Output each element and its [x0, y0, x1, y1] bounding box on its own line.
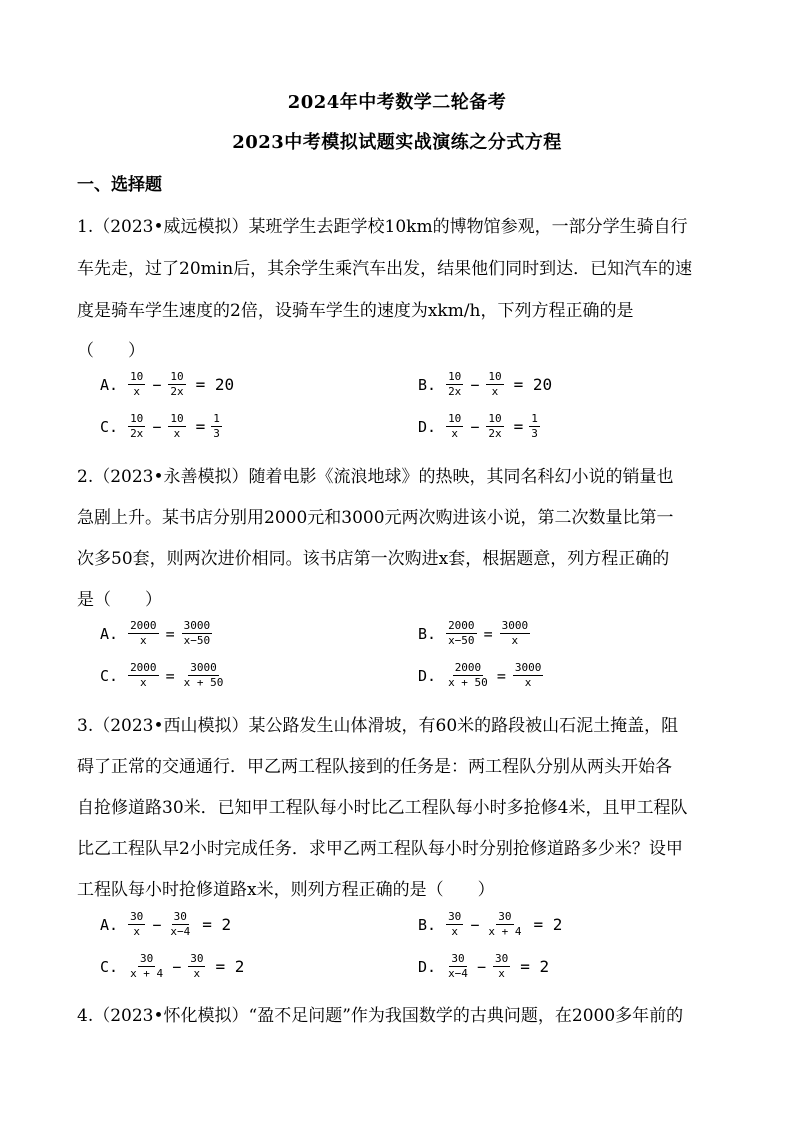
operator: − [470, 915, 480, 934]
q3-option-c[interactable] [100, 953, 244, 980]
operator: − [172, 957, 182, 976]
option-label: C. [100, 417, 119, 436]
fraction: $\frac{30}{x}$ [130, 910, 144, 939]
q2-option-c[interactable] [100, 662, 225, 689]
fraction: $\frac{10}{x}$ [448, 412, 462, 441]
q3-line-3: 自抢修道路30米．已知甲工程队每小时比乙工程队每小时多抢修4米，且甲工程队 [77, 798, 688, 818]
fraction: $\frac{10}{2x}$ [488, 412, 502, 441]
equation-rhs: = 2 [202, 915, 232, 935]
equation-rhs: = 2 [215, 957, 245, 977]
q2-line-3: 次多50套，则两次进价相同。该书店第一次购进x套，根据题意，列方程正确的 [77, 549, 670, 569]
fraction: $\frac{2000}{x-50}$ [448, 619, 475, 648]
q2-line-2: 急剧上升。某书店分别用2000元和3000元两次购进该小说，第二次数量比第一 [77, 508, 674, 528]
operator: − [470, 417, 480, 436]
page-subtitle: 2023中考模拟试题实战演练之分式方程 [232, 132, 562, 153]
section-heading: 一、选择题 [77, 175, 162, 195]
option-label: B. [418, 915, 437, 934]
equals-sign: = [165, 624, 175, 643]
fraction: $\frac{30}{x-4}$ [448, 952, 468, 981]
fraction: $\frac{10}{x}$ [488, 370, 502, 399]
option-label: A. [100, 915, 119, 934]
q3-option-a[interactable] [100, 911, 231, 938]
q2-line-4: 是（ ） [77, 590, 162, 610]
q1-line-2: 车先走，过了20min后，其余学生乘汽车出发，结果他们同时到达．已知汽车的速 [77, 259, 693, 279]
q1-option-b[interactable] [418, 371, 552, 398]
fraction: $\frac{3000}{x}$ [514, 661, 542, 690]
fraction: $\frac{2000}{x}$ [130, 619, 157, 648]
q2-line-1: 2.（2023•永善模拟）随着电影《流浪地球》的热映，其同名科幻小说的销量也 [77, 467, 674, 487]
operator: − [152, 375, 162, 394]
q2-option-a[interactable] [100, 620, 212, 647]
q1-line-4: （ ） [77, 341, 145, 361]
option-label: B. [418, 624, 437, 643]
equals-sign: = [195, 417, 206, 437]
q1-option-c[interactable] [100, 413, 222, 440]
operator: − [152, 915, 162, 934]
operator: − [476, 957, 486, 976]
fraction: $\frac{30}{x + 4}$ [488, 910, 522, 939]
fraction: $\frac{10}{2x}$ [170, 370, 184, 399]
fraction: $\frac{2000}{x + 50}$ [448, 661, 488, 690]
fraction: $\frac{1}{3}$ [531, 412, 538, 441]
q3-line-5: 工程队每小时抢修道路x米，则列方程正确的是（ ） [77, 880, 495, 900]
equation-rhs: = 2 [533, 915, 563, 935]
fraction: $\frac{10}{2x}$ [448, 370, 462, 399]
equals-sign: = [513, 417, 524, 437]
q4-line-1: 4.（2023•怀化模拟）“盈不足问题”作为我国数学的古典问题，在2000多年前的 [77, 1006, 684, 1026]
fraction: $\frac{30}{x}$ [190, 952, 204, 981]
q3-line-2: 碍了正常的交通通行．甲乙两工程队接到的任务是：两工程队分别从两头开始各 [77, 757, 672, 777]
fraction: $\frac{1}{3}$ [213, 412, 220, 441]
fraction: $\frac{30}{x}$ [494, 952, 509, 981]
option-label: D. [418, 957, 437, 976]
q1-line-3: 度是骑车学生速度的2倍，设骑车学生的速度为xkm/h，下列方程正确的是 [77, 301, 634, 321]
option-label: A. [100, 375, 119, 394]
q1-option-a[interactable] [100, 371, 234, 398]
q1-option-d[interactable] [418, 413, 540, 440]
q2-option-b[interactable] [418, 620, 530, 647]
option-label: B. [418, 375, 437, 394]
equation-rhs: = 2 [520, 957, 550, 977]
fraction: $\frac{10}{x}$ [130, 370, 144, 399]
fraction: $\frac{30}{x-4}$ [170, 910, 191, 939]
equation-rhs: = 20 [195, 375, 235, 395]
fraction: $\frac{10}{x}$ [170, 412, 184, 441]
fraction: $\frac{3000}{x + 50}$ [183, 661, 224, 690]
fraction: $\frac{10}{2x}$ [130, 412, 144, 441]
operator: − [152, 417, 162, 436]
q3-line-4: 比乙工程队早2小时完成任务．求甲乙两工程队每小时分别抢修道路多少米？设甲 [77, 839, 683, 859]
equals-sign: = [483, 624, 493, 643]
option-label: A. [100, 624, 119, 643]
fraction: $\frac{30}{x}$ [448, 910, 462, 939]
equals-sign: = [165, 666, 175, 685]
operator: − [470, 375, 480, 394]
fraction: $\frac{3000}{x}$ [501, 619, 529, 648]
option-label: D. [418, 417, 437, 436]
fraction: $\frac{30}{x + 4}$ [130, 952, 164, 981]
page-title: 2024年中考数学二轮备考 [287, 92, 507, 113]
q3-line-1: 3.（2023•西山模拟）某公路发生山体滑坡，有60米的路段被山石泥土掩盖，阻 [77, 716, 679, 736]
option-label: C. [100, 666, 119, 685]
equals-sign: = [496, 666, 506, 685]
q2-option-d[interactable] [418, 662, 543, 689]
option-label: C. [100, 957, 119, 976]
option-label: D. [418, 666, 437, 685]
fraction: $\frac{2000}{x}$ [130, 661, 157, 690]
q3-option-b[interactable] [418, 911, 562, 938]
q1-line-1: 1.（2023•威远模拟）某班学生去距学校10km的博物馆参观，一部分学生骑自行 [77, 217, 688, 237]
equation-rhs: = 20 [513, 375, 553, 395]
fraction: $\frac{3000}{x-50}$ [183, 619, 211, 648]
q3-option-d[interactable] [418, 953, 549, 980]
